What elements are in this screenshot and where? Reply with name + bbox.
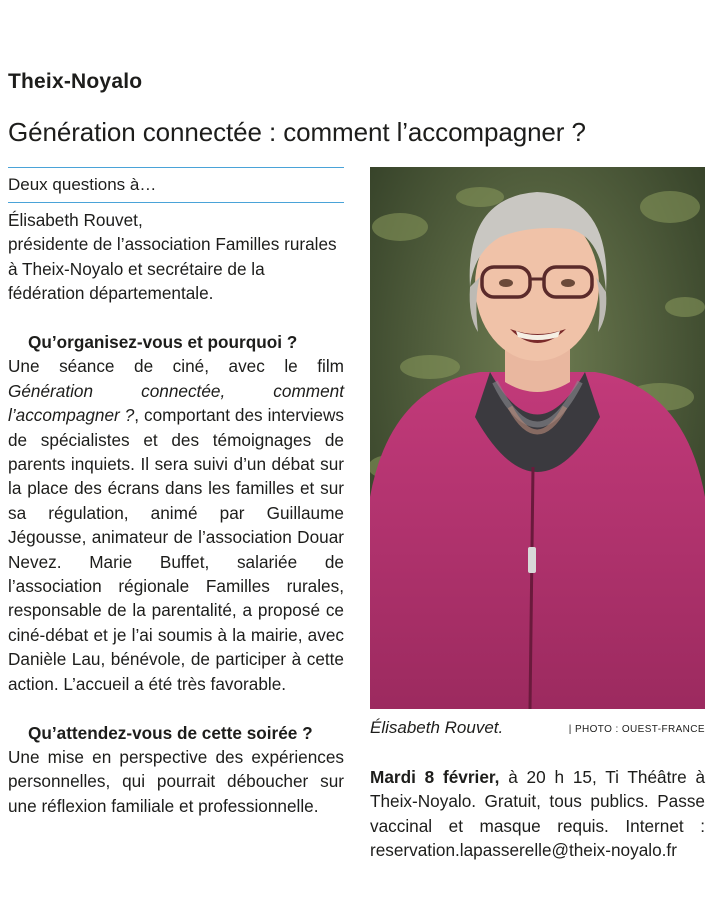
section-title: Theix-Noyalo <box>8 70 143 93</box>
question-2: Qu’attendez-vous de cette soirée ? <box>28 722 313 743</box>
kicker-rule-bottom <box>8 202 344 203</box>
answer-1-end: , comportant des interviews de spécialistes et des témoignages de parents inquiets. Il sera suivi d’un débat sur la place des écrans dans les familles et sur sa régulation, animé par Guillaume Jégousse, animateur de l’association Douar Nevez. Marie Buffet, salariée de l’association régionale Familles rurales, responsable de la parentalité, a proposé ce ciné-débat et je l’ai soumis à la mairie, avec Danièle Lau, bénévole, de participer à cette action. L’accueil a été très favorable. <box>8 405 344 694</box>
answer-1-start: Une séance de ciné, avec le film <box>8 356 344 377</box>
article-headline: Génération connectée : comment l’accompagner ? <box>8 117 586 147</box>
photo-caption <box>370 716 705 740</box>
question-1: Qu’organisez-vous et pourquoi ? <box>28 332 298 353</box>
event-details: à 20 h 15, Ti Théâtre à Theix-Noyalo. Gratuit, tous publics. Passe vaccinal et masque requis. Internet : reservation.lapasserelle@theix-noyalo.fr <box>370 767 706 861</box>
interview-kicker: Deux questions à… <box>8 175 157 194</box>
caption-text: Élisabeth Rouvet. <box>370 718 504 737</box>
interview-body <box>8 208 344 818</box>
answer-2: Une mise en perspective des expériences personnelles, qui pourrait déboucher sur une réflexion familiale et professionnelle. <box>8 746 344 816</box>
portrait-photo <box>370 167 705 709</box>
film-title: Génération connectée, comment l’accompagner ? <box>8 380 344 426</box>
kicker-rule-top <box>8 167 344 168</box>
portrait-illustration <box>370 167 705 709</box>
answer-1 <box>8 354 344 696</box>
event-info <box>370 765 705 863</box>
event-date: Mardi 8 février, <box>370 767 500 787</box>
interviewee-name: Élisabeth Rouvet, <box>8 210 143 230</box>
photo-credit: | PHOTO : OUEST-FRANCE <box>568 724 705 735</box>
interviewee-role: présidente de l’association Familles rurales à Theix-Noyalo et secrétaire de la fédération départementale. <box>8 234 337 304</box>
